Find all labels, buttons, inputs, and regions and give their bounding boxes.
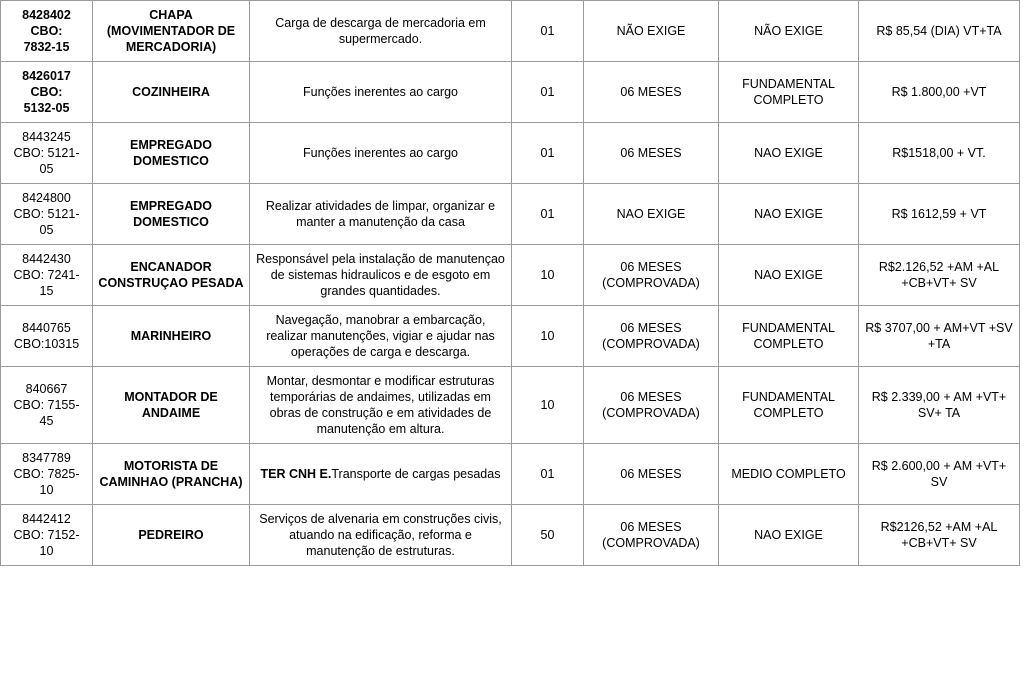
- cell-code: 8426017 CBO: 5132-05: [1, 62, 93, 123]
- cell-job-title: PEDREIRO: [93, 505, 250, 566]
- cell-code: 8424800 CBO: 5121- 05: [1, 184, 93, 245]
- cell-description: Carga de descarga de mercadoria em supermercado.: [250, 1, 512, 62]
- cell-vacancies: 01: [512, 1, 584, 62]
- cell-salary: R$ 1612,59 + VT: [859, 184, 1020, 245]
- cell-experience: 06 MESES (COMPROVADA): [584, 367, 719, 444]
- table-row: [1, 123, 1020, 184]
- cell-vacancies: 50: [512, 505, 584, 566]
- cell-code: 8347789 CBO: 7825- 10: [1, 444, 93, 505]
- table-row: [1, 62, 1020, 123]
- cell-vacancies: 10: [512, 367, 584, 444]
- table-row: [1, 184, 1020, 245]
- cell-code: 8428402 CBO: 7832-15: [1, 1, 93, 62]
- cell-vacancies: 01: [512, 444, 584, 505]
- cell-description: TER CNH E.Transporte de cargas pesadas: [250, 444, 512, 505]
- cell-experience: 06 MESES: [584, 123, 719, 184]
- cell-salary: R$ 1.800,00 +VT: [859, 62, 1020, 123]
- cell-vacancies: 01: [512, 123, 584, 184]
- cell-code: 8440765 CBO:10315: [1, 306, 93, 367]
- cell-code: 8442430 CBO: 7241- 15: [1, 245, 93, 306]
- cell-code: 840667 CBO: 7155- 45: [1, 367, 93, 444]
- cell-salary: R$1518,00 + VT.: [859, 123, 1020, 184]
- cell-job-title: MONTADOR DE ANDAIME: [93, 367, 250, 444]
- cell-description: Montar, desmontar e modificar estruturas temporárias de andaimes, utilizadas em obras de construção e em atividades de manutenção em altura.: [250, 367, 512, 444]
- cell-description: Responsável pela instalação de manutençao de sistemas hidraulicos e de esgoto em grandes quantidades.: [250, 245, 512, 306]
- cell-education: NAO EXIGE: [719, 505, 859, 566]
- table-row: [1, 1, 1020, 62]
- cell-vacancies: 01: [512, 62, 584, 123]
- cell-experience: NÃO EXIGE: [584, 1, 719, 62]
- cell-salary: R$ 85,54 (DIA) VT+TA: [859, 1, 1020, 62]
- cell-job-title: MOTORISTA DE CAMINHAO (PRANCHA): [93, 444, 250, 505]
- cell-job-title: COZINHEIRA: [93, 62, 250, 123]
- cell-education: NAO EXIGE: [719, 245, 859, 306]
- cell-salary: R$ 2.600,00 + AM +VT+ SV: [859, 444, 1020, 505]
- cell-experience: 06 MESES (COMPROVADA): [584, 306, 719, 367]
- table-row: [1, 245, 1020, 306]
- cell-job-title: CHAPA (MOVIMENTADOR DE MERCADORIA): [93, 1, 250, 62]
- table-row: [1, 367, 1020, 444]
- table-row: [1, 505, 1020, 566]
- cell-salary: R$ 3707,00 + AM+VT +SV +TA: [859, 306, 1020, 367]
- cell-description: Serviços de alvenaria em construções civis, atuando na edificação, reforma e manutenção de estruturas.: [250, 505, 512, 566]
- cell-experience: 06 MESES (COMPROVADA): [584, 245, 719, 306]
- cell-description: Navegação, manobrar a embarcação, realizar manutenções, vigiar e ajudar nas operações de carga e descarga.: [250, 306, 512, 367]
- table-row: [1, 444, 1020, 505]
- cell-education: FUNDAMENTAL COMPLETO: [719, 62, 859, 123]
- cell-vacancies: 10: [512, 245, 584, 306]
- cell-education: FUNDAMENTAL COMPLETO: [719, 367, 859, 444]
- cell-job-title: MARINHEIRO: [93, 306, 250, 367]
- cell-experience: 06 MESES: [584, 444, 719, 505]
- cell-salary: R$2126,52 +AM +AL +CB+VT+ SV: [859, 505, 1020, 566]
- cell-description: Funções inerentes ao cargo: [250, 62, 512, 123]
- cell-education: FUNDAMENTAL COMPLETO: [719, 306, 859, 367]
- cell-vacancies: 01: [512, 184, 584, 245]
- cell-education: NÃO EXIGE: [719, 1, 859, 62]
- table-row: [1, 306, 1020, 367]
- cell-code: 8443245 CBO: 5121- 05: [1, 123, 93, 184]
- cell-salary: R$ 2.339,00 + AM +VT+ SV+ TA: [859, 367, 1020, 444]
- cell-education: NAO EXIGE: [719, 184, 859, 245]
- table-body: [1, 1, 1020, 566]
- cell-experience: 06 MESES (COMPROVADA): [584, 505, 719, 566]
- cell-description: Funções inerentes ao cargo: [250, 123, 512, 184]
- cell-description: Realizar atividades de limpar, organizar e manter a manutenção da casa: [250, 184, 512, 245]
- cell-education: NAO EXIGE: [719, 123, 859, 184]
- cell-salary: R$2.126,52 +AM +AL +CB+VT+ SV: [859, 245, 1020, 306]
- cell-experience: NAO EXIGE: [584, 184, 719, 245]
- cell-job-title: ENCANADOR CONSTRUÇAO PESADA: [93, 245, 250, 306]
- cell-job-title: EMPREGADO DOMESTICO: [93, 184, 250, 245]
- cell-vacancies: 10: [512, 306, 584, 367]
- cell-job-title: EMPREGADO DOMESTICO: [93, 123, 250, 184]
- cell-education: MEDIO COMPLETO: [719, 444, 859, 505]
- cell-experience: 06 MESES: [584, 62, 719, 123]
- cell-code: 8442412 CBO: 7152- 10: [1, 505, 93, 566]
